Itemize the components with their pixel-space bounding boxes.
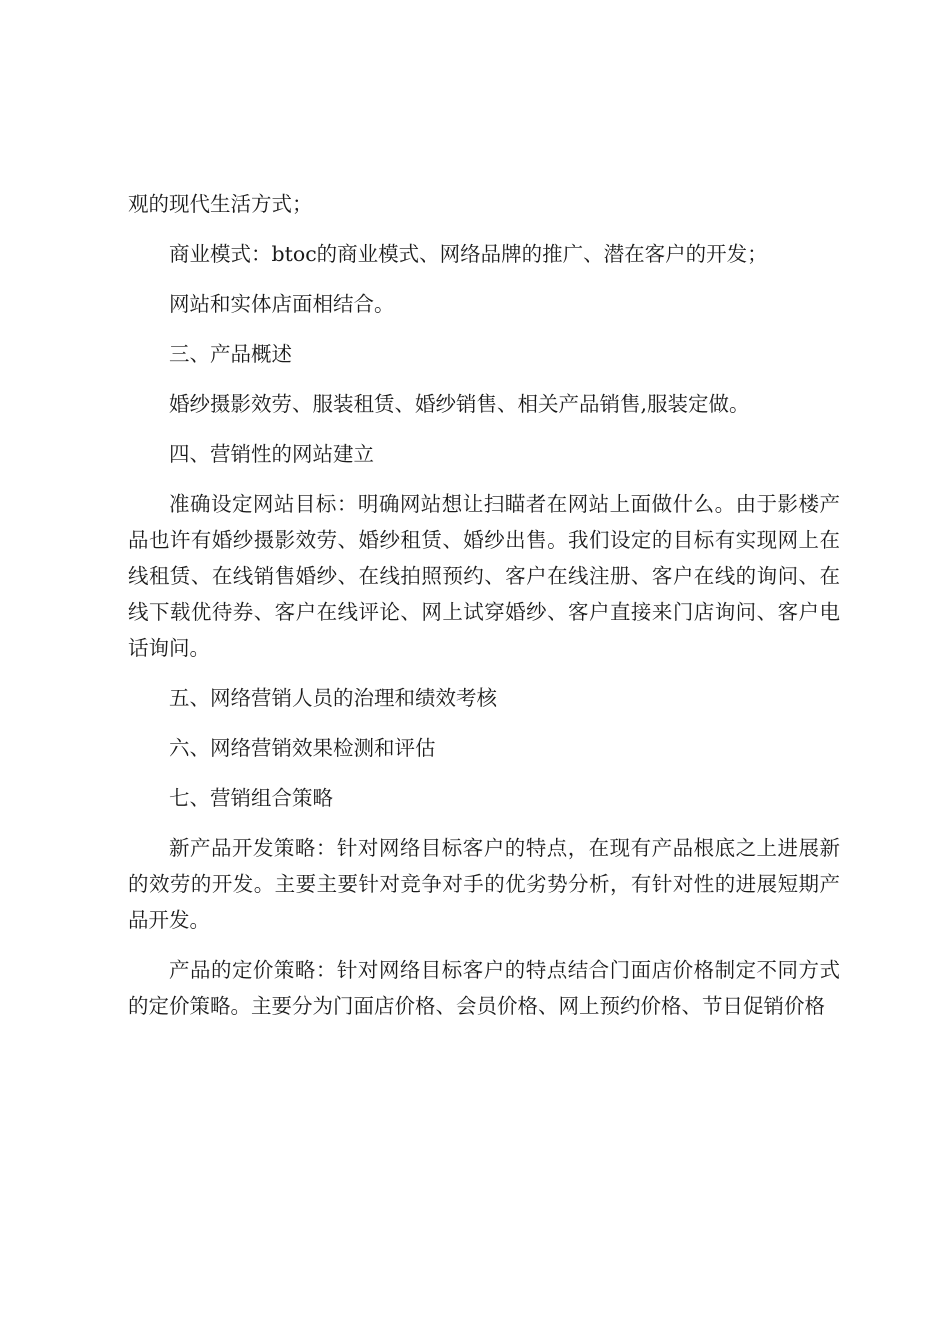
paragraph-website-store: 网站和实体店面相结合。 (169, 292, 395, 316)
section-heading-marketing-mix: 七、营销组合策略 (169, 786, 333, 810)
section-heading-marketing-website: 四、营销性的网站建立 (169, 442, 374, 466)
paragraph-pricing-strategy: 产品的定价策略：针对网络目标客户的特点结合门面店价格制定不同方式的定价策略。主要分为门面店价格、会员价格、网上预约价格、节日促销价格 (128, 958, 840, 1018)
paragraph-continuation: 观的现代生活方式； (128, 192, 313, 216)
paragraph-new-product-strategy: 新产品开发策略：针对网络目标客户的特点，在现有产品根底之上进展新的效劳的开发。主要主要针对竞争对手的优劣势分析，有针对性的进展短期产品开发。 (128, 836, 840, 932)
paragraph-products: 婚纱摄影效劳、服装租赁、婚纱销售、相关产品销售,服装定做。 (169, 392, 750, 416)
paragraph-website-goals: 准确设定网站目标：明确网站想让扫瞄者在网站上面做什么。由于影楼产品也许有婚纱摄影效劳、婚纱租赁、婚纱出售。我们设定的目标有实现网上在线租赁、在线销售婚纱、在线拍照预约、客户在线注册、客户在线的询问、在线下载优待券、客户在线评论、网上试穿婚纱、客户直接来门店询问、客户电话询问。 (128, 492, 840, 660)
section-heading-staff-management: 五、网络营销人员的治理和绩效考核 (169, 686, 497, 710)
paragraph-business-model: 商业模式：btoc的商业模式、网络品牌的推广、潜在客户的开发； (169, 242, 768, 266)
document-body (128, 186, 840, 1038)
section-heading-effect-evaluation: 六、网络营销效果检测和评估 (169, 736, 436, 760)
section-heading-product-overview: 三、产品概述 (169, 342, 292, 366)
